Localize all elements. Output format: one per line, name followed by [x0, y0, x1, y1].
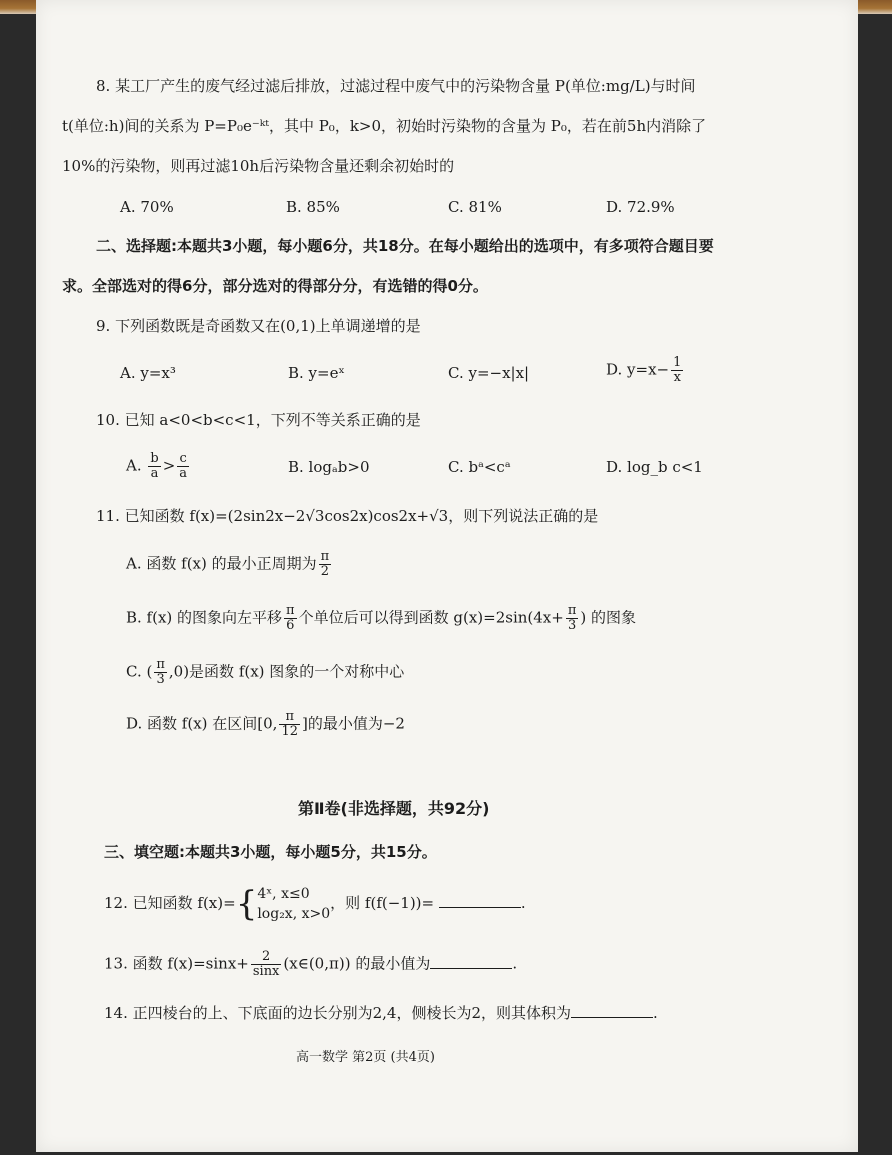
- q11-c-den: 3: [156, 672, 165, 687]
- q11-c-fraction: [154, 658, 167, 687]
- q12-suffix: ，则 f(f(−1))=: [330, 894, 435, 912]
- q11-d-fraction: [279, 710, 300, 739]
- q13-prefix: 13. 函数 f(x)=sinx+: [104, 954, 249, 973]
- q11-option-d: [126, 710, 405, 739]
- q11-b-fraction2: [566, 604, 579, 633]
- q10-a-den2: a: [179, 466, 188, 481]
- q11-option-c: [126, 658, 404, 687]
- q13-suffix: (x∈(0,π)) 的最小值为: [283, 954, 431, 973]
- q11-b-text2: 个单位后可以得到函数 g(x)=2sin(4x+: [298, 608, 564, 627]
- q11-d-num: π: [279, 710, 300, 725]
- q11-b-fraction1: [284, 604, 297, 633]
- part2-title: 第Ⅱ卷(非选择题，共92分): [298, 799, 490, 818]
- section2-heading-line1: 二、选择题:本题共3小题，每小题6分，共18分。在每小题给出的选项中，有多项符合题目要: [96, 237, 714, 255]
- q12-cases: [257, 884, 330, 924]
- q12-prefix: 12. 已知函数 f(x)=: [104, 894, 236, 912]
- q11-b-text3: ) 的图象: [580, 608, 636, 627]
- q11-d-den: 12: [281, 724, 298, 739]
- q10-option-a: [126, 452, 191, 481]
- q11-b-num1: π: [286, 603, 295, 618]
- q13-den: sinx: [252, 964, 280, 979]
- q8-option-b: B. 85%: [286, 198, 340, 216]
- q13-num: 2: [251, 950, 282, 965]
- q9-option-c: C. y=−x|x|: [448, 364, 530, 382]
- q10-a-fraction1: [148, 452, 160, 481]
- page-footer: 高一数学 第2页 (共4页): [296, 1050, 435, 1065]
- q12: [104, 884, 526, 924]
- section3-heading: 三、填空题:本题共3小题，每小题5分，共15分。: [104, 843, 437, 861]
- q12-answer-blank[interactable]: [439, 893, 521, 908]
- q9-option-d: [606, 356, 685, 385]
- q11-b-text1: B. f(x) 的图象向左平移: [126, 608, 283, 627]
- q9-option-d-fraction: [671, 356, 683, 385]
- q11-a-num: π: [320, 549, 330, 564]
- q11-d-text1: D. 函数 f(x) 在区间[0,: [126, 714, 278, 733]
- q8-line1: 8. 某工厂产生的废气经过滤后排放，过滤过程中废气中的污染物含量 P(单位:mg/L)与时间: [96, 77, 696, 95]
- q11-c-text1: C. (: [126, 662, 153, 681]
- q11-option-a: [126, 550, 333, 579]
- q10-option-d: D. log_b c<1: [606, 458, 703, 476]
- q10-a-label: A.: [126, 456, 142, 475]
- q8-option-d: D. 72.9%: [606, 198, 675, 216]
- q11-d-text2: ]的最小值为−2: [302, 714, 405, 733]
- q14-end: .: [653, 1004, 658, 1022]
- q13-end: .: [512, 954, 518, 973]
- q9-option-a: A. y=x³: [120, 364, 176, 382]
- q11-a-fraction: [319, 550, 332, 579]
- q11-a-text: A. 函数 f(x) 的最小正周期为: [126, 554, 317, 573]
- q11-b-num2: π: [567, 603, 577, 618]
- q12-brace: {: [235, 884, 258, 924]
- q10-a-den1: a: [150, 466, 159, 481]
- q11-c-num: π: [156, 657, 165, 672]
- q10-a-fraction2: [177, 452, 189, 481]
- q10-option-c: C. bᵃ<cᵃ: [448, 458, 511, 476]
- q10-a-num1: b: [150, 451, 159, 466]
- q10-a-operator: >: [162, 456, 176, 475]
- q11-stem: 11. 已知函数 f(x)=(2sin2x−2√3cos2x)cos2x+√3，则下列说法正确的是: [96, 507, 599, 525]
- q9-d-numerator: 1: [673, 355, 682, 370]
- q11-b-den1: 6: [286, 618, 295, 633]
- q9-d-denominator: x: [673, 370, 681, 385]
- q10-option-b: B. logₐb>0: [288, 458, 370, 476]
- section2-heading-line2: 求。全部选对的得6分，部分选对的得部分分，有选错的得0分。: [62, 277, 488, 295]
- q12-end: .: [520, 894, 526, 912]
- q10-a-num2: c: [177, 452, 189, 467]
- q11-a-den: 2: [320, 564, 330, 579]
- q9-option-d-prefix: D. y=x−: [606, 360, 670, 379]
- q14-text: 14. 正四棱台的上、下底面的边长分别为2,4，侧棱长为2，则其体积为: [104, 1004, 572, 1022]
- q11-option-b: [126, 604, 636, 633]
- q14: [104, 1002, 658, 1024]
- q12-case2: log₂x, x>0: [257, 906, 331, 922]
- q11-c-text2: ,0)是函数 f(x) 图象的一个对称中心: [168, 662, 405, 681]
- q13: [104, 950, 517, 979]
- q9-stem: 9. 下列函数既是奇函数又在(0,1)上单调递增的是: [96, 317, 421, 335]
- q9-option-b: B. y=eˣ: [288, 364, 345, 382]
- q8-option-a: A. 70%: [120, 198, 174, 216]
- q8-line3: 10%的污染物，则再过滤10h后污染物含量还剩余初始时的: [62, 157, 455, 175]
- q13-fraction: [251, 950, 282, 979]
- q11-b-den2: 3: [567, 618, 577, 633]
- q8-line2: t(单位:h)间的关系为 P=P₀e⁻ᵏᵗ，其中 P₀，k>0，初始时污染物的含量为 P₀，若在前5h内消除了: [62, 117, 707, 135]
- q13-answer-blank[interactable]: [430, 954, 512, 969]
- q12-case1: 4ˣ, x≤0: [257, 886, 310, 902]
- q8-option-c: C. 81%: [448, 198, 502, 216]
- q10-stem: 10. 已知 a<0<b<c<1，下列不等关系正确的是: [96, 411, 421, 429]
- q14-answer-blank[interactable]: [571, 1003, 653, 1018]
